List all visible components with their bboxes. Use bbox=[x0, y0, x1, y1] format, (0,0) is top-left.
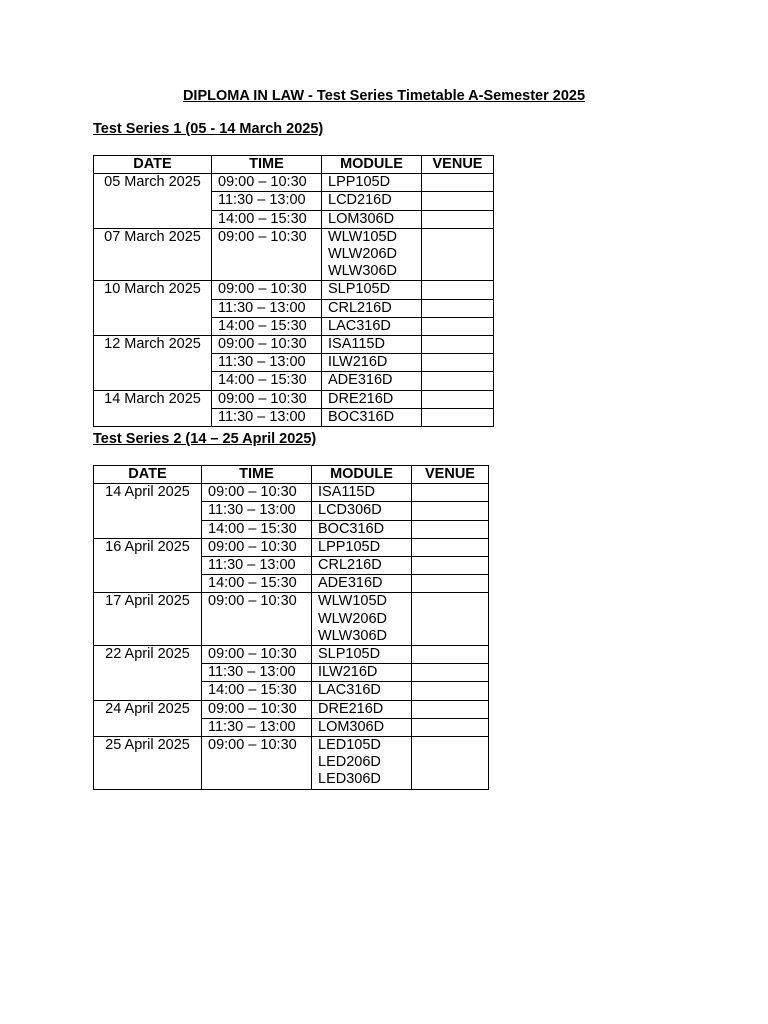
module-code: WLW105D bbox=[328, 228, 398, 245]
module-code: ISA115D bbox=[318, 484, 375, 501]
table-row bbox=[94, 484, 489, 502]
table-row bbox=[94, 336, 494, 354]
venue-cell bbox=[412, 575, 489, 593]
venue-cell bbox=[422, 408, 494, 426]
time-cell: 11:30 – 13:00 bbox=[202, 718, 312, 736]
module-cell bbox=[312, 575, 412, 593]
module-cell bbox=[322, 299, 422, 317]
date-cell: 22 April 2025 bbox=[94, 646, 202, 701]
time-cell: 09:00 – 10:30 bbox=[202, 484, 312, 502]
table-row bbox=[94, 538, 489, 556]
module-code: LAC316D bbox=[318, 682, 381, 699]
venue-column-header: VENUE bbox=[422, 156, 494, 174]
time-cell: 09:00 – 10:30 bbox=[202, 593, 312, 646]
venue-cell bbox=[422, 354, 494, 372]
time-column-header: TIME bbox=[212, 156, 322, 174]
venue-cell bbox=[422, 192, 494, 210]
module-code: WLW206D bbox=[318, 610, 388, 627]
test-series-1-table bbox=[93, 155, 494, 427]
module-cell bbox=[322, 192, 422, 210]
module-code: CRL216D bbox=[328, 299, 392, 316]
time-cell: 11:30 – 13:00 bbox=[202, 664, 312, 682]
module-code: WLW206D bbox=[328, 246, 398, 263]
table-header-row bbox=[94, 466, 489, 484]
module-code: BOC316D bbox=[328, 408, 395, 425]
module-cell bbox=[312, 484, 412, 502]
module-code: LCD306D bbox=[318, 502, 382, 519]
venue-cell bbox=[412, 557, 489, 575]
time-cell: 11:30 – 13:00 bbox=[212, 299, 322, 317]
module-code: LPP105D bbox=[318, 538, 381, 555]
time-cell: 11:30 – 13:00 bbox=[202, 557, 312, 575]
time-cell: 14:00 – 15:30 bbox=[212, 210, 322, 228]
date-cell: 14 April 2025 bbox=[94, 484, 202, 539]
test-series-2-table bbox=[93, 465, 489, 790]
date-cell: 14 March 2025 bbox=[94, 390, 212, 426]
venue-cell bbox=[422, 317, 494, 335]
venue-cell bbox=[412, 484, 489, 502]
module-cell bbox=[322, 281, 422, 299]
table-row bbox=[94, 390, 494, 408]
venue-cell bbox=[412, 682, 489, 700]
venue-cell bbox=[412, 646, 489, 664]
venue-cell bbox=[412, 593, 489, 646]
module-cell bbox=[312, 538, 412, 556]
module-cell bbox=[312, 593, 412, 646]
module-code: ADE316D bbox=[318, 575, 383, 592]
module-cell bbox=[322, 228, 422, 281]
time-cell: 14:00 – 15:30 bbox=[202, 520, 312, 538]
venue-cell bbox=[422, 372, 494, 390]
time-cell: 09:00 – 10:30 bbox=[212, 281, 322, 299]
module-code: LPP105D bbox=[328, 174, 391, 191]
module-code: LAC316D bbox=[328, 317, 391, 334]
module-code: WLW105D bbox=[318, 593, 388, 610]
time-cell: 09:00 – 10:30 bbox=[212, 390, 322, 408]
module-cell bbox=[322, 354, 422, 372]
module-cell bbox=[312, 737, 412, 790]
date-column-header: DATE bbox=[94, 156, 212, 174]
time-cell: 09:00 – 10:30 bbox=[202, 700, 312, 718]
module-cell bbox=[322, 372, 422, 390]
venue-cell bbox=[412, 700, 489, 718]
module-code: SLP105D bbox=[318, 646, 381, 663]
table-row bbox=[94, 646, 489, 664]
venue-cell bbox=[422, 281, 494, 299]
module-cell bbox=[322, 317, 422, 335]
module-code: DRE216D bbox=[318, 700, 384, 717]
module-code: LCD216D bbox=[328, 192, 392, 209]
venue-cell bbox=[412, 718, 489, 736]
venue-cell bbox=[422, 336, 494, 354]
module-code: LED206D bbox=[318, 754, 381, 771]
module-code: ILW216D bbox=[318, 664, 378, 681]
module-code: SLP105D bbox=[328, 281, 391, 298]
time-cell: 09:00 – 10:30 bbox=[202, 538, 312, 556]
date-cell: 25 April 2025 bbox=[94, 737, 202, 790]
date-cell: 07 March 2025 bbox=[94, 228, 212, 281]
time-cell: 11:30 – 13:00 bbox=[212, 192, 322, 210]
venue-cell bbox=[422, 228, 494, 281]
date-cell: 24 April 2025 bbox=[94, 700, 202, 736]
time-cell: 09:00 – 10:30 bbox=[202, 737, 312, 790]
table-header-row bbox=[94, 156, 494, 174]
module-code: LOM306D bbox=[328, 210, 395, 227]
module-cell bbox=[312, 718, 412, 736]
module-code: LOM306D bbox=[318, 718, 385, 735]
module-code: ILW216D bbox=[328, 354, 388, 371]
test-series-1-heading: Test Series 1 (05 - 14 March 2025) bbox=[93, 121, 324, 137]
module-code: DRE216D bbox=[328, 390, 394, 407]
module-cell bbox=[322, 408, 422, 426]
module-cell bbox=[312, 700, 412, 718]
venue-cell bbox=[412, 664, 489, 682]
venue-cell bbox=[412, 520, 489, 538]
time-cell: 09:00 – 10:30 bbox=[212, 228, 322, 281]
module-cell bbox=[322, 210, 422, 228]
venue-cell bbox=[412, 538, 489, 556]
module-cell bbox=[322, 390, 422, 408]
venue-cell bbox=[412, 502, 489, 520]
time-cell: 14:00 – 15:30 bbox=[212, 372, 322, 390]
module-code: ADE316D bbox=[328, 372, 393, 389]
module-cell bbox=[312, 682, 412, 700]
module-cell bbox=[322, 336, 422, 354]
table-row bbox=[94, 700, 489, 718]
time-cell: 11:30 – 13:00 bbox=[212, 408, 322, 426]
module-code: CRL216D bbox=[318, 557, 382, 574]
time-cell: 14:00 – 15:30 bbox=[202, 575, 312, 593]
module-cell bbox=[322, 174, 422, 192]
time-cell: 14:00 – 15:30 bbox=[212, 317, 322, 335]
document-title: DIPLOMA IN LAW - Test Series Timetable A-Semester 2025 bbox=[182, 88, 586, 104]
module-code: ISA115D bbox=[328, 336, 385, 353]
time-cell: 09:00 – 10:30 bbox=[212, 336, 322, 354]
date-cell: 16 April 2025 bbox=[94, 538, 202, 593]
module-cell bbox=[312, 502, 412, 520]
table-row bbox=[94, 228, 494, 281]
module-column-header: MODULE bbox=[322, 156, 422, 174]
venue-cell bbox=[422, 174, 494, 192]
time-cell: 09:00 – 10:30 bbox=[212, 174, 322, 192]
module-code: WLW306D bbox=[318, 627, 388, 644]
time-cell: 14:00 – 15:30 bbox=[202, 682, 312, 700]
table-row bbox=[94, 737, 489, 790]
module-cell bbox=[312, 664, 412, 682]
venue-cell bbox=[422, 390, 494, 408]
date-column-header: DATE bbox=[94, 466, 202, 484]
venue-column-header: VENUE bbox=[412, 466, 489, 484]
module-code: LED306D bbox=[318, 771, 381, 788]
venue-cell bbox=[422, 299, 494, 317]
date-cell: 10 March 2025 bbox=[94, 281, 212, 336]
module-code: BOC316D bbox=[318, 520, 385, 537]
test-series-2-heading: Test Series 2 (14 – 25 April 2025) bbox=[93, 431, 317, 447]
time-cell: 09:00 – 10:30 bbox=[202, 646, 312, 664]
table-row bbox=[94, 174, 494, 192]
date-cell: 17 April 2025 bbox=[94, 593, 202, 646]
date-cell: 12 March 2025 bbox=[94, 336, 212, 391]
module-column-header: MODULE bbox=[312, 466, 412, 484]
time-cell: 11:30 – 13:00 bbox=[212, 354, 322, 372]
venue-cell bbox=[412, 737, 489, 790]
module-cell bbox=[312, 557, 412, 575]
module-code: WLW306D bbox=[328, 263, 398, 280]
time-column-header: TIME bbox=[202, 466, 312, 484]
venue-cell bbox=[422, 210, 494, 228]
module-code: LED105D bbox=[318, 737, 381, 754]
date-cell: 05 March 2025 bbox=[94, 174, 212, 229]
time-cell: 11:30 – 13:00 bbox=[202, 502, 312, 520]
table-row bbox=[94, 593, 489, 646]
module-cell bbox=[312, 520, 412, 538]
module-cell bbox=[312, 646, 412, 664]
table-row bbox=[94, 281, 494, 299]
